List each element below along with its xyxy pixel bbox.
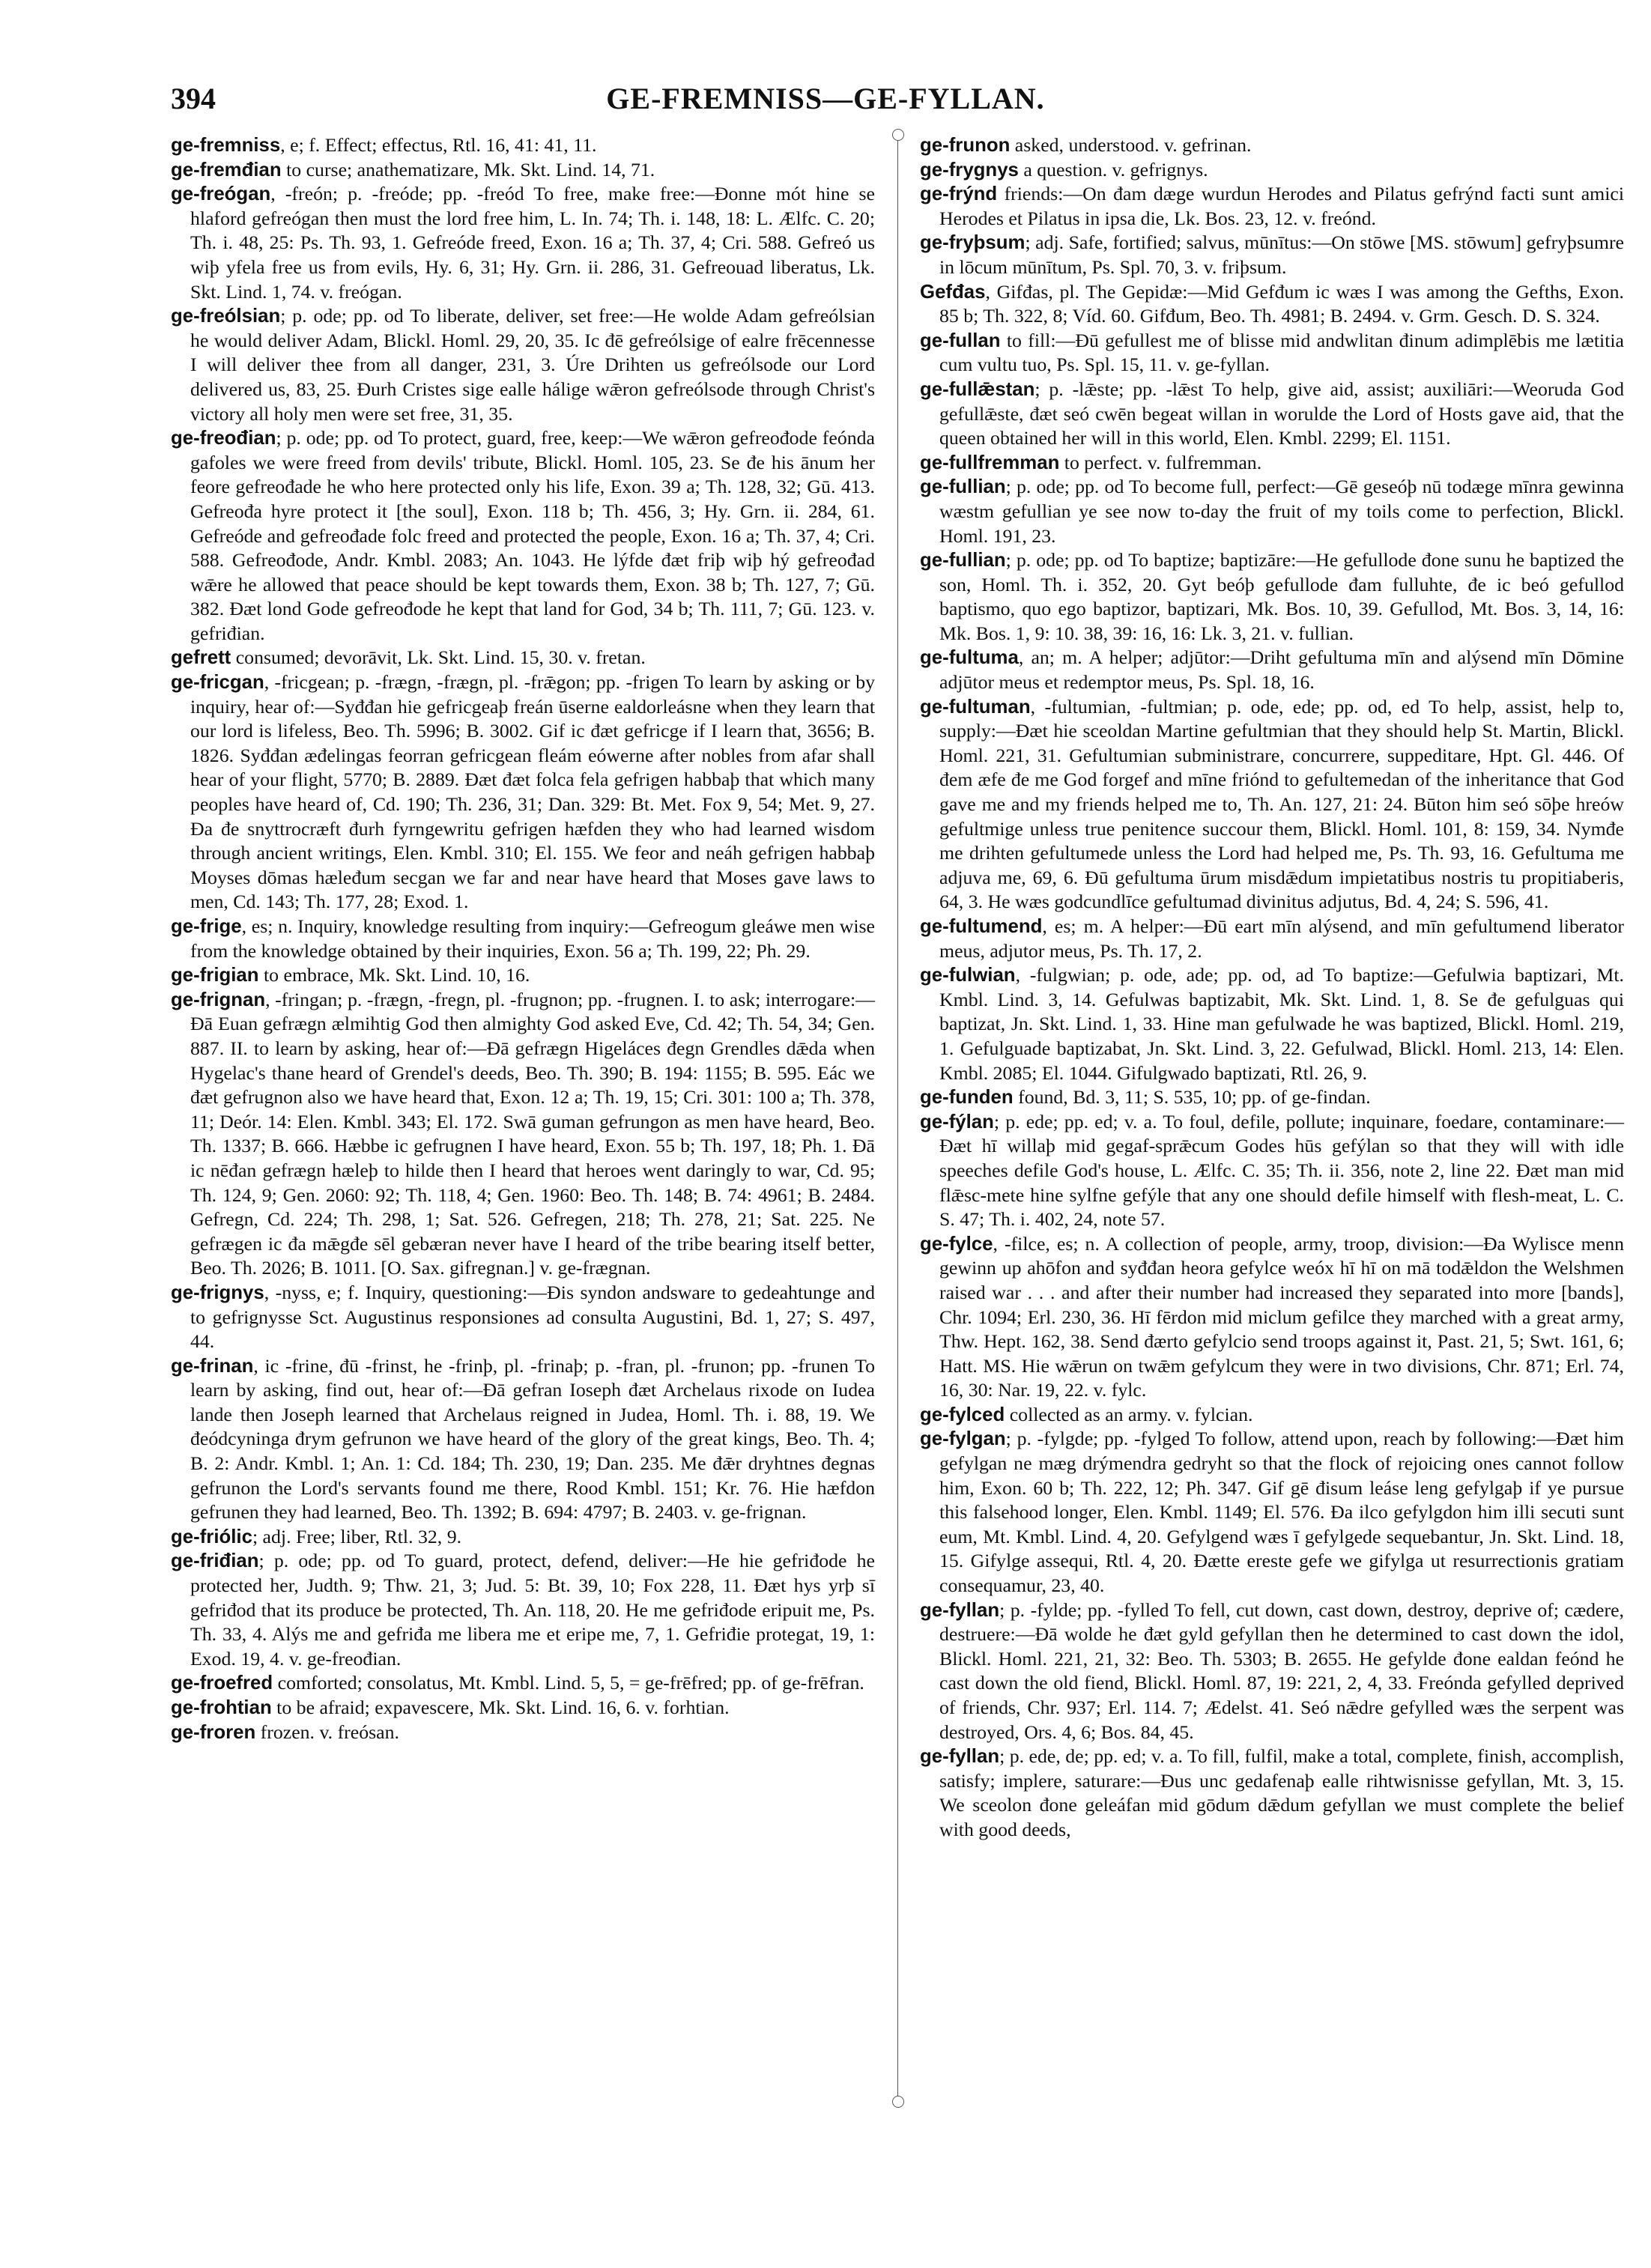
column-divider <box>897 132 898 2102</box>
entry-headword: ge-funden <box>920 1087 1014 1109</box>
dictionary-entry <box>920 231 1624 279</box>
page-number: 394 <box>171 82 216 115</box>
entry-definition: to perfect. v. fulfremman. <box>1059 451 1262 473</box>
entry-headword: ge-fricgan <box>171 672 264 694</box>
entry-headword: ge-fyllan <box>920 1746 1000 1768</box>
entry-definition: , -filce, es; n. A collection of people, army, troop, division:—Đa Wylisce menn gewinn up ahōfon and syđđan heora gefylce weóx hī hī on mā todǣldon the Welshmen raised war . . . and after their number had increased they separated into more [bands], Chr. 1094; Erl. 230, 36. Hī fērdon mid miclum gefilce they marched with a great army, Thw. Hept. 162, 38. Send đærto gefylcio send troops against it, Past. 21, 5; Swt. 161, 6; Hatt. MS. Hie wǣrun on twǣm gefylcum they were in two divisions, Chr. 871; Erl. 74, 16, 30: Nar. 19, 22. v. fylc. <box>939 1232 1624 1401</box>
entry-definition: , -nyss, e; f. Inquiry, questioning:—Đis syndon andsware to gedeahtunge and to gefrignysse Sct. Augustinus responsiones ad consulta Augustini, Bd. 1, 27; S. 497, 44. <box>190 1281 875 1353</box>
dictionary-entry <box>920 1403 1624 1428</box>
dictionary-entry <box>171 1549 875 1671</box>
entry-definition: a question. v. gefrignys. <box>1018 158 1208 181</box>
dictionary-entry <box>171 304 875 426</box>
entry-definition: , -fringan; p. -frægn, -fregn, pl. -frugnon; pp. -frugnen. I. to ask; interrogare:—Đā Euan gefrægn ælmihtig God then almighty God asked Eve, Cd. 42; Th. 54, 34; Gen. 887. II. to learn by asking, hear of:—Đā gefrægn Higeláces đegn Grendles dǣda when Hygelac's thane heard of Grendel's deeds, Beo. Th. 390; B. 194: 1155; B. 595. Eác we đæt gefrugnon also we have heard that, Exon. 12 a; Th. 19, 15; Cri. 301: 100 a; Th. 378, 11; Deór. 14: Elen. Kmbl. 343; El. 172. Swā guman gefrungon as men have heard, Beo. Th. 1337; B. 666. Hæbbe ic gefrugnen I have heard, Exon. 55 b; Th. 197, 18; Ph. 1. Đā ic nēđan gefrægn hæleþ to hilde then I heard that heroes went daringly to war, Cd. 95; Th. 124, 9; Gen. 2060: 92; Th. 118, 4; Gen. 1960: Beo. Th. 148; B. 74: 4961; B. 2484. Gefregn, Cd. 224; Th. 298, 1; Sat. 526. Gefregen, 218; Th. 278, 21; Sat. 225. Ne gefrægen ic đa mǣgđe sēl gebæran never have I heard of the tribe bearing itself better, Beo. Th. 2026; B. 1011. [O. Sax. gifregnan.] v. ge-frægnan. <box>190 988 875 1279</box>
entry-definition: ; p. -lǣste; pp. -lǣst To help, give aid, assist; auxiliāri:—Weoruda God gefullǣste, đæt seó cwēn begeat willan in worulde the Lord of Hosts gave aid, that the queen obtained her will in this world, Elen. Kmbl. 2299; El. 1151. <box>939 378 1624 449</box>
entry-headword: ge-fremđian <box>171 159 282 181</box>
entry-definition: ; p. ode; pp. od To guard, protect, defend, deliver:—He hie gefriđode he protected her, Judth. 9; Thw. 21, 3; Jud. 5: Bt. 39, 10; Fox 228, 11. Đæt hys yrþ sī gefriđod that its produce be protected, Th. An. 118, 20. He me gefriđode eripuit me, Ps. Th. 33, 4. Alýs me and gefriđa me libera me et eripe me, 7, 1. Gefriđie protegat, 19, 1: Exod. 19, 4. v. ge-freođian. <box>190 1550 875 1670</box>
entry-headword: ge-froren <box>171 1721 256 1743</box>
entry-definition: ; p. ode; pp. od To become full, perfect:—Gē geseóþ nū todæge mīnra gewinna wæstm gefullian ye see now to-day the fruit of my toils come to perfection, Blickl. Homl. 191, 23. <box>939 476 1624 547</box>
entry-definition: , -fulgwian; p. ode, ade; pp. od, ad To baptize:—Gefulwia baptizari, Mt. Kmbl. Lind. 3, 14. Gefulwas baptizabit, Mk. Skt. Lind. 1, 8. Se đe gefulguas qui baptizat, Jn. Skt. Lind. 1, 33. Hine man gefulwade he was baptized, Blickl. Homl. 219, 1. Gefulguade baptizabat, Jn. Skt. Lind. 3, 22. Gefulwad, Blickl. Homl. 213, 14: Elen. Kmbl. 2085; El. 1044. Gifulgwado baptizati, Rtl. 26, 9. <box>939 964 1624 1084</box>
entry-definition: ; p. ede, de; pp. ed; v. a. To fill, fulfil, make a total, complete, finish, accomplish, satisfy; implere, saturare:—Đus unc gedafenaþ ealle rihtwisnisse gefyllan, Mt. 3, 15. We sceolon đone geleáfan mid gōdum dǣdum gefyllan we must complete the belief with good deeds, <box>939 1745 1624 1840</box>
entry-definition: ; p. ede; pp. ed; v. a. To foul, defile, pollute; inquinare, foedare, contaminare:—Đæt hī willaþ mid gegaf-sprǣcum Godes hūs gefýlan so that they will with idle speeches defile God's house, L. Ælfc. C. 35; Th. ii. 356, note 2, line 22. Đæt man mid flǣsc-mete hine sylfne gefýle that any one should defile himself with flesh-meat, L. C. S. 47; Th. i. 402, 24, note 57. <box>939 1110 1624 1231</box>
entry-headword: ge-frygnys <box>920 159 1019 181</box>
entry-definition: to curse; anathematizare, Mk. Skt. Lind. 14, 71. <box>281 158 655 181</box>
dictionary-entry <box>920 378 1624 451</box>
dictionary-entry <box>171 915 875 963</box>
entry-headword: ge-freólsian <box>171 306 281 327</box>
entry-headword: ge-fylced <box>920 1404 1005 1425</box>
entry-headword: ge-froefred <box>171 1673 273 1694</box>
entry-definition: ; p. ode; pp. od To liberate, deliver, set free:—He wolde Adam gefreólsian he would deliver Adam, Blickl. Homl. 29, 20, 35. Ic đē gefreólsige of ealre frēcennesse I will deliver thee from all danger, 231, 3. Úre Drihten us gefreólsode our Lord delivered us, 83, 25. Đurh Cristes sige ealle hálige wǣron gefreólsode through Christ's victory all holy men were set free, 31, 35. <box>190 305 875 425</box>
entry-definition: ; p. -fylde; pp. -fylled To fell, cut down, cast down, destroy, deprive of; cædere, destruere:—Đā wolde he đæt gyld gefyllan then he determined to cast down the idol, Blickl. Homl. 221, 21, 32: Beo. Th. 5303; B. 2655. He gefylde đone ealdan feónd he cast down the old fiend, Blickl. Homl. 87, 19: 221, 2, 4, 33. Freónda gefylled deprived of friends, Chr. 937; Erl. 114. 7; Ædelst. 41. Seó nǣdre gefylled wæs the serpent was destroyed, Ors. 4, 6; Bos. 84, 45. <box>939 1598 1624 1743</box>
dictionary-entry <box>171 1696 875 1720</box>
entry-headword: ge-frignys <box>171 1282 264 1303</box>
entry-headword: ge-fylgan <box>920 1428 1006 1450</box>
entry-headword: ge-fullian <box>920 550 1006 571</box>
entry-definition: collected as an army. v. fylcian. <box>1005 1403 1253 1425</box>
dictionary-entry <box>920 548 1624 646</box>
entry-definition: found, Bd. 3, 11; S. 535, 10; pp. of ge-findan. <box>1013 1086 1371 1109</box>
entry-definition: comforted; consolatus, Mt. Kmbl. Lind. 5, 5, = ge-frēfred; pp. of ge-frēfran. <box>273 1672 864 1694</box>
divider-ornament-top <box>892 129 904 141</box>
dictionary-entry <box>171 1525 875 1550</box>
dictionary-entry <box>171 158 875 183</box>
dictionary-entry <box>171 426 875 646</box>
dictionary-entry <box>171 1671 875 1696</box>
dictionary-entry <box>920 1085 1624 1110</box>
dictionary-entry <box>920 133 1624 158</box>
dictionary-entry <box>171 1281 875 1354</box>
entry-headword: ge-fultuma <box>920 647 1019 669</box>
entry-headword: ge-frunon <box>920 135 1011 156</box>
right-column <box>920 133 1624 1843</box>
entry-headword: gefrett <box>171 647 231 669</box>
entry-definition: consumed; devorāvit, Lk. Skt. Lind. 15, 30. v. fretan. <box>231 646 646 669</box>
dictionary-entry <box>171 1354 875 1525</box>
entry-headword: ge-fullan <box>920 330 1001 351</box>
entry-headword: ge-frohtian <box>171 1697 272 1718</box>
entry-definition: , e; f. Effect; effectus, Rtl. 16, 41: 41, 11. <box>280 134 597 156</box>
entry-headword: ge-frignan <box>171 989 266 1010</box>
entry-headword: ge-freođian <box>171 428 276 449</box>
dictionary-entry <box>920 695 1624 915</box>
entry-definition: asked, understood. v. gefrinan. <box>1010 134 1252 156</box>
entry-headword: ge-frinan <box>171 1355 254 1377</box>
entry-headword: ge-friólic <box>171 1526 252 1547</box>
entry-definition: ; adj. Safe, fortified; salvus, mūnītus:—On stōwe [MS. stōwum] gefryþsumre in lōcum mūnītum, Ps. Spl. 70, 3. v. friþsum. <box>939 231 1624 278</box>
entry-definition: frozen. v. freósan. <box>255 1720 399 1743</box>
dictionary-entry <box>171 670 875 915</box>
dictionary-entry <box>920 646 1624 694</box>
dictionary-entry <box>171 133 875 158</box>
entry-definition: ; p. ode; pp. od To protect, guard, free, keep:—We wǣron gefreođode feónda gafoles we were freed from devils' tribute, Blickl. Homl. 105, 23. Se đe his ānum her feore gefreođade he who here protected only his life, Exon. 39 a; Th. 128, 32; Gū. 413. Gefreođa hyre protect it [the soul], Exon. 118 b; Th. 456, 3; Hy. Grn. ii. 284, 61. Gefreóde and gefreođade folc freed and protected the people, Exon. 16 a; Th. 37, 4; Cri. 588. Gefreođode, Andr. Kmbl. 2083; An. 1043. He lýfde đæt friþ wiþ hý gefreođad wǣre he allowed that peace should be kept towards them, Exon. 38 b; Th. 127, 7; Gū. 382. Đæt lond Gode gefreođode he kept that land for God, 34 b; Th. 111, 7; Gū. 123. v. gefriđian. <box>190 427 875 644</box>
entry-definition: ; adj. Free; liber, Rtl. 32, 9. <box>252 1525 462 1547</box>
entry-headword: ge-fremniss <box>171 135 281 156</box>
entry-definition: , es; n. Inquiry, knowledge resulting from inquiry:—Gefreogum gleáwe men wise from the knowledge obtained by their inquiries, Exon. 56 a; Th. 199, 22; Ph. 29. <box>190 915 875 962</box>
entry-definition: , an; m. A helper; adjūtor:—Driht gefultuma mīn and alýsend mīn Dōmine adjūtor meus et redemptor meus, Ps. Spl. 18, 16. <box>939 646 1624 694</box>
dictionary-entry <box>920 1110 1624 1232</box>
entry-definition: , -freón; p. -freóde; pp. -freód To free, make free:—Đonne mót hine se hlaford gefreógan then must the lord free him, L. In. 74; Th. i. 148, 18: L. Ælfc. C. 20; Th. i. 48, 25: Ps. Th. 93, 1. Gefreóde freed, Exon. 16 a; Th. 37, 4; Cri. 588. Gefreó us wiþ yfela free us from evils, Hy. 6, 31; Hy. Grn. ii. 286, 31. Gefreouad liberatus, Lk. Skt. Lind. 1, 74. v. freógan. <box>190 183 875 303</box>
running-head: GE-FREMNISS—GE-FYLLAN. <box>606 82 1045 115</box>
entry-definition: ; p. -fylgde; pp. -fylged To follow, attend upon, reach by following:—Đæt him gefylgan ne mæg drýmendra gedryht so that the flock of rejoicing ones cannot follow him, Exon. 60 b; Th. 222, 12; Ph. 347. Gif gē đisum leáse leng gefylgaþ if ye pursue this falsehood longer, Elen. Kmbl. 1149; El. 576. Đa ilco gefylgdon him illi secuti sunt eum, Mt. Kmbl. Lind. 4, 20. Gefylgend wæs ī gefylgede sequebantur, Jn. Skt. Lind. 18, 15. Gifylge assequi, Rtl. 4, 20. Đætte ereste gefe we gifylga ut resurrectionis gratiam consequamur, 23, 40. <box>939 1428 1624 1597</box>
dictionary-entry <box>920 329 1624 378</box>
dictionary-entry <box>171 646 875 670</box>
entry-definition: to fill:—Đū gefullest me of blisse mid andwlitan đinum adimplēbis me lætitia cum vultu tuo, Ps. Spl. 15, 11. v. ge-fyllan. <box>939 329 1624 376</box>
entry-headword: ge-frige <box>171 916 242 937</box>
entry-headword: ge-fýlan <box>920 1111 994 1133</box>
dictionary-entry <box>171 988 875 1281</box>
entry-definition: , ic -frine, đū -frinst, he -frinþ, pl. -frinaþ; p. -fran, pl. -frunon; pp. -frunen To learn by asking, find out, hear of:—Đā gefran Ioseph đæt Archelaus rixode on Iudea lande then Joseph learned that Archelaus reigned in Judea, Homl. Th. i. 88, 19. We đeódcyninga đrym gefrunon we have heard of the glory of the great kings, Beo. Th. 4; B. 2: Andr. Kmbl. 1; An. 1: Cd. 184; Th. 230, 19; Dan. 235. Me đǣr dryhtnes đegnas gefrunon the Lord's servants found me there, Rood Kmbl. 151; Kr. 76. Hie hæfdon gefrunen they had learned, Beo. Th. 1392; B. 694: 4797; B. 2403. v. ge-frignan. <box>190 1354 875 1523</box>
entry-headword: ge-fullian <box>920 476 1006 498</box>
entry-headword: ge-fullǣstan <box>920 378 1035 400</box>
dictionary-entry <box>920 915 1624 963</box>
dictionary-entry <box>920 1232 1624 1403</box>
dictionary-entry <box>171 963 875 988</box>
divider-ornament-bottom <box>892 2096 904 2108</box>
entry-definition: ; p. ode; pp. od To baptize; baptizāre:—He gefullode đone sunu he baptized the son, Homl. Th. i. 352, 20. Gyt beóþ gefullode đam fulluhte, đe ic beó gefullod baptismo, quo ego baptizor, baptizari, Mk. Bos. 10, 39. Gefullod, Mt. Bos. 3, 14, 16: Mk. Bos. 1, 9: 10. 38, 39: 16, 16: Lk. 3, 21. v. fullian. <box>939 549 1624 644</box>
dictionary-entry <box>920 1427 1624 1598</box>
dictionary-entry <box>920 963 1624 1085</box>
entry-definition: friends:—On đam dæge wurdun Herodes and Pilatus gefrýnd facti sunt amici Herodes et Pilatus in ipsa die, Lk. Bos. 23, 12. v. freónd. <box>939 183 1624 229</box>
entry-headword: ge-fultuman <box>920 696 1031 718</box>
entry-headword: ge-fullfremman <box>920 452 1060 473</box>
entry-headword: ge-fyllan <box>920 1599 1000 1621</box>
dictionary-entry <box>920 475 1624 548</box>
entry-headword: ge-fryþsum <box>920 232 1026 254</box>
dictionary-entry <box>171 1720 875 1745</box>
entry-headword: ge-fulwian <box>920 965 1016 986</box>
dictionary-entry <box>171 182 875 304</box>
entry-headword: ge-friđian <box>171 1550 259 1572</box>
dictionary-entry <box>920 182 1624 231</box>
entry-definition: , es; m. A helper:—Đū eart mīn alýsend, and mīn gefultumend liberator meus, adjutor meus, Ps. Th. 17, 2. <box>939 915 1624 962</box>
dictionary-entry <box>920 280 1624 329</box>
entry-headword: ge-frigian <box>171 965 259 986</box>
dictionary-entry <box>920 451 1624 476</box>
entry-definition: , Gifđas, pl. The Gepidæ:—Mid Gefđum ic wæs I was among the Gefths, Exon. 85 b; Th. 322, 8; Víd. 60. Gifđum, Beo. Th. 4981; B. 2494. v. Grm. Gesch. D. S. 324. <box>939 280 1624 327</box>
dictionary-entry <box>920 1744 1624 1842</box>
left-column <box>171 133 875 1744</box>
entry-headword: Gefđas <box>920 281 986 303</box>
entry-headword: ge-fultumend <box>920 916 1043 937</box>
entry-headword: ge-frýnd <box>920 184 998 205</box>
entry-headword: ge-fylce <box>920 1233 993 1255</box>
entry-definition: to embrace, Mk. Skt. Lind. 10, 16. <box>258 964 530 986</box>
entry-definition: , -fultumian, -fultmian; p. ode, ede; pp. od, ed To help, assist, help to, supply:—Đæt hie sceoldan Martine gefultmian that they should help St. Martin, Blickl. Homl. 221, 31. Gefultumian subministrare, concurrere, suppeditare, Hpt. Gl. 446. Of đem æfe đe me God forgef and mīne friónd to gefultemedan of the inheritance that God gave me and my friends helped me to, Th. An. 127, 21: 24. Būton him seó sōþe hreów gefultmige unless true penitence succour them, Blickl. Homl. 101, 8: 159, 34. Nymđe me drihten gefultumede unless the Lord had helped me, Ps. Th. 93, 16. Gefultuma me adjuva me, 69, 6. Đū gefultuma ūrum misdǣdum impietatibus nostris tu propitiaberis, 64, 3. He wæs godcundlīce gefultumad divinitus adjutus, Bd. 4, 24; S. 596, 41. <box>939 695 1624 913</box>
dictionary-entry <box>920 158 1624 183</box>
entry-headword: ge-freógan <box>171 184 271 205</box>
dictionary-entry <box>920 1598 1624 1745</box>
entry-definition: to be afraid; expavescere, Mk. Skt. Lind. 16, 6. v. forhtian. <box>271 1697 730 1718</box>
entry-definition: , -fricgean; p. -frægn, -frægn, pl. -frǣgon; pp. -frigen To learn by asking or by inquiry, hear of:—Syđđan hie gefricgeaþ freán ūserne ealdorleásne when they learn that our lord is lifeless, Beo. Th. 5996; B. 3002. Gif ic đæt gefricge if I learn that, 3656; B. 1826. Syđđan æđelingas feorran gefricgean fleám eówerne after nobles from afar shall hear of your flight, 5770; B. 2889. Đæt đæt folca fela gefrigen habbaþ that which many peoples have heard of, Cd. 190; Th. 236, 31; Dan. 329: Bt. Met. Fox 9, 54; Met. 9, 27. Đa đe snyttrocræft đurh fyrngewritu gefrigen hæfden they who had learned wisdom through ancient writings, Elen. Kmbl. 310; El. 155. We feor and neáh gefrigen habbaþ Moyses dōmas hæleđum secgan we far and near have heard that Moses gave laws to men, Cd. 143; Th. 177, 28; Exod. 1. <box>190 671 875 913</box>
